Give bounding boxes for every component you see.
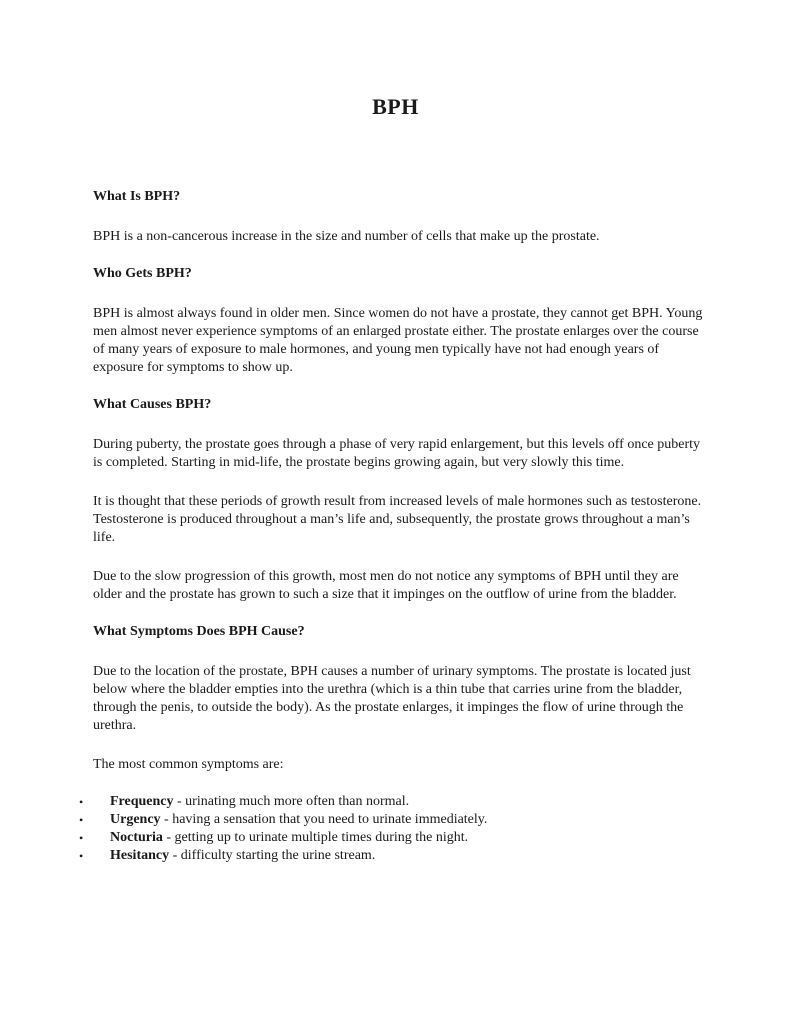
symptom-term: Nocturia [110, 830, 163, 845]
paragraph-who-gets: BPH is almost always found in older men. Since women do not have a prostate, they cannot get BPH. Young men almost never experience symptoms of an enlarged prostate either. The prostate enlarges over the course of many years of exposure to male hormones, and young men typically have not had enough years of exposure for symptoms to show up. [93, 306, 703, 375]
bullet-icon: • [79, 849, 84, 863]
symptom-description: - urinating much more often than normal. [173, 794, 410, 809]
paragraph-symptoms-1: Due to the location of the prostate, BPH causes a number of urinary symptoms. The prostate is located just below where the bladder empties into the urethra (which is a thin tube that carries urine from the bladder, through the penis, to outside the body). As the prostate enlarges, it impinges the flow of urine through the urethra. [93, 664, 691, 733]
symptom-term: Urgency [110, 812, 161, 827]
paragraph-causes-1: During puberty, the prostate goes through a phase of very rapid enlargement, but this levels off once puberty is completed. Starting in mid-life, the prostate begins growing again, but very slowly this time. [93, 437, 701, 470]
paragraph-causes-3: Due to the slow progression of this growth, most men do not notice any symptoms of BPH until they are older and the prostate has grown to such a size that it impinges on the outflow of urine from the bladder. [93, 569, 679, 602]
section-heading-symptoms: What Symptoms Does BPH Cause? [93, 624, 305, 639]
list-item-urgency [79, 811, 699, 829]
symptom-description: - difficulty starting the urine stream. [169, 848, 376, 863]
paragraph-what-is: BPH is a non-cancerous increase in the size and number of cells that make up the prostate. [93, 229, 600, 244]
bullet-icon: • [79, 813, 84, 827]
list-item-nocturia [79, 829, 699, 847]
symptom-term: Hesitancy [110, 848, 170, 863]
paragraph-causes-2: It is thought that these periods of growth result from increased levels of male hormones such as testosterone. Testosterone is produced throughout a man’s life and, subsequently, the prostate grows throughout a man’s life. [93, 494, 702, 545]
symptom-description: - getting up to urinate multiple times during the night. [162, 830, 469, 845]
list-item-hesitancy [79, 847, 699, 865]
document-body [79, 188, 703, 865]
section-heading-who-gets: Who Gets BPH? [93, 266, 192, 281]
section-heading-what-is: What Is BPH? [93, 189, 181, 204]
symptom-description: - having a sensation that you need to urinate immediately. [160, 812, 488, 827]
symptom-term: Frequency [110, 794, 174, 809]
bullet-icon: • [79, 795, 84, 809]
section-heading-what-causes: What Causes BPH? [93, 397, 212, 412]
document-title: BPH [372, 94, 419, 119]
bullet-icon: • [79, 831, 84, 845]
paragraph-symptoms-2: The most common symptoms are: [93, 757, 284, 772]
symptoms-list [79, 793, 699, 865]
list-item-frequency [79, 793, 699, 811]
